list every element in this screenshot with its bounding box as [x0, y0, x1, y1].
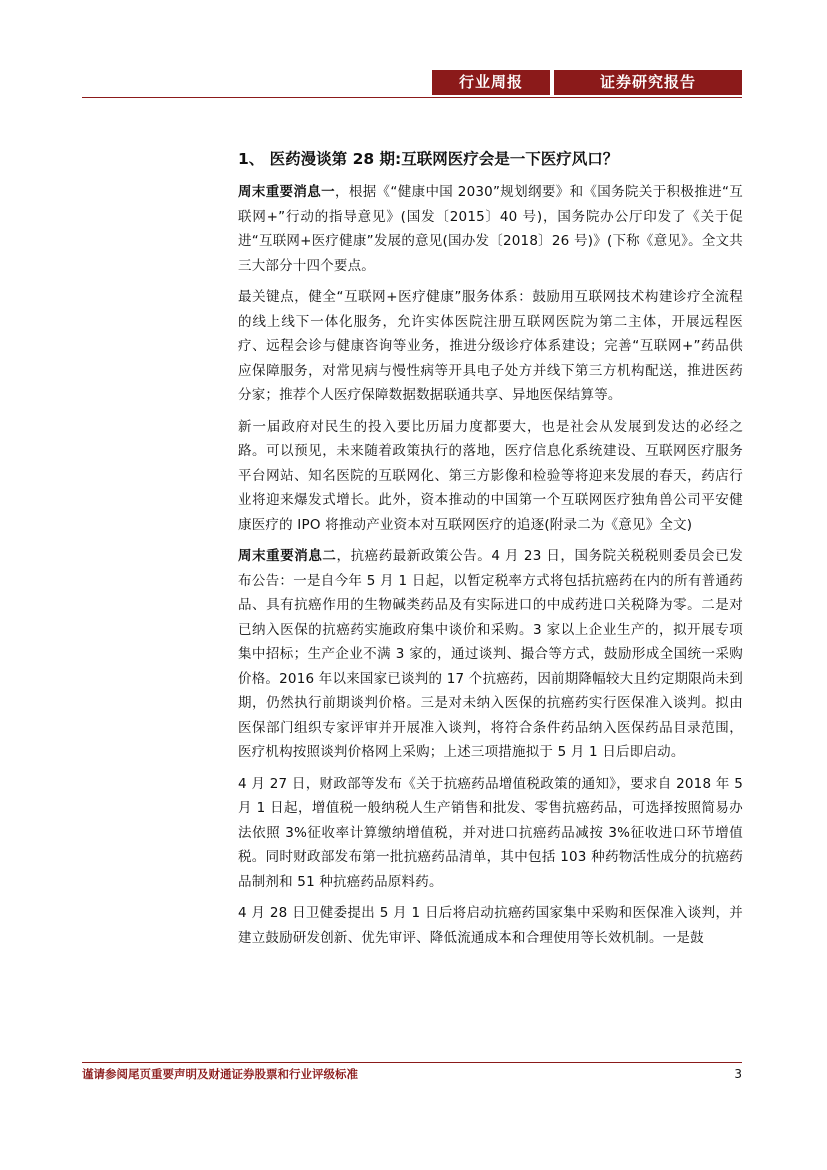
- paragraph-text: 新一届政府对民生的投入要比历届力度都要大，也是社会从发展到发达的必经之路。可以预见，未来随着政策执行的落地，医疗信息化系统建设、互联网医疗服务平台网站、知名医院的互联网化、第三方影像和检验等将迎来发展的春天，药店行业将迎来爆发式增长。此外，资本推动的中国第一个互联网医疗独角兽公司平安健康医疗的 IPO 将推动产业资本对互联网医疗的追逐(附录二为《意见》全文): [238, 418, 743, 533]
- paragraph-text: 最关键点，健全“互联网+医疗健康”服务体系：鼓励用互联网技术构建诊疗全流程的线上线下一体化服务，允许实体医院注册互联网医院为第二主体，开展远程医疗、远程会诊与健康咨询等业务，推进分级诊疗体系建设；完善“互联网+”药品供应保障服务，对常见病与慢性病等开具电子处方并线下第三方机构配送，推进医药分家；推荐个人医疗保障数据数据联通共享、异地医保结算等。: [238, 289, 743, 403]
- report-header-tabs: [432, 70, 742, 95]
- footer-disclaimer: 谨请参阅尾页重要声明及财通证券股票和行业评级标准: [82, 1067, 358, 1081]
- main-content: [238, 148, 743, 957]
- page-number: 3: [734, 1067, 742, 1081]
- paragraph-text: ，根据《“健康中国 2030”规划纲要》和《国务院关于积极推进“互联网+”行动的指导意见》(国发〔2015〕40 号)，国务院办公厅印发了《关于促进“互联网+医疗健康”发展的意见(国办发〔2018〕26 号)》(下称《意见》。全文共三大部分十四个要点。: [238, 184, 744, 274]
- paragraph-3: [238, 415, 743, 538]
- paragraph-4: [238, 544, 743, 765]
- paragraph-5: [238, 772, 743, 895]
- paragraph-6: [238, 901, 743, 950]
- report-type-tab: 行业周报: [432, 70, 550, 95]
- paragraph-lead: 周末重要消息一: [238, 184, 335, 200]
- paragraph-2: [238, 285, 743, 408]
- paragraph-text: ，抗癌药最新政策公告。4 月 23 日，国务院关税税则委员会已发布公告：一是自今年 5 月 1 日起，以暂定税率方式将包括抗癌药在内的所有普通药品、具有抗癌作用的生物碱类药品及有实际进口的中成药进口关税降为零。二是对已纳入医保的抗癌药实施政府集中谈价和采购。3 家以上企业生产的，拟开展专项集中招标；生产企业不满 3 家的，通过谈判、撮合等方式，鼓励形成全国统一采购价格。2016 年以来国家已谈判的 17 个抗癌药，因前期降幅较大且约定期限尚未到期，仍然执行前期谈判价格。三是对未纳入医保的抗癌药实行医保准入谈判。拟由医保部门组织专家评审并开展准入谈判，将符合条件药品纳入医保药品目录范围，医疗机构按照谈判价格网上采购；上述三项措施拟于 5 月 1 日后即启动。: [238, 548, 743, 760]
- header-divider: [82, 97, 742, 98]
- paragraph-1: [238, 180, 743, 278]
- report-category-tab: 证券研究报告: [554, 70, 742, 95]
- footer-divider: [82, 1062, 742, 1063]
- paragraph-text: 4 月 28 日卫健委提出 5 月 1 日后将启动抗癌药国家集中采购和医保准入谈判，并建立鼓励研发创新、优先审评、降低流通成本和合理使用等长效机制。一是鼓: [238, 905, 743, 946]
- paragraph-lead: 周末重要消息二: [238, 548, 337, 564]
- section-title: 1、 医药漫谈第 28 期:互联网医疗会是一下医疗风口？: [238, 150, 619, 168]
- paragraph-text: 4 月 27 日，财政部等发布《关于抗癌药品增值税政策的通知》，要求自 2018 年 5 月 1 日起，增值税一般纳税人生产销售和批发、零售抗癌药品，可选择按照简易办法依照 3%征收率计算缴纳增值税，并对进口抗癌药品减按 3%征收进口环节增值税。同时财政部发布第一批抗癌药品清单，其中包括 103 种药物活性成分的抗癌药品制剂和 51 种抗癌药品原料药。: [238, 775, 743, 890]
